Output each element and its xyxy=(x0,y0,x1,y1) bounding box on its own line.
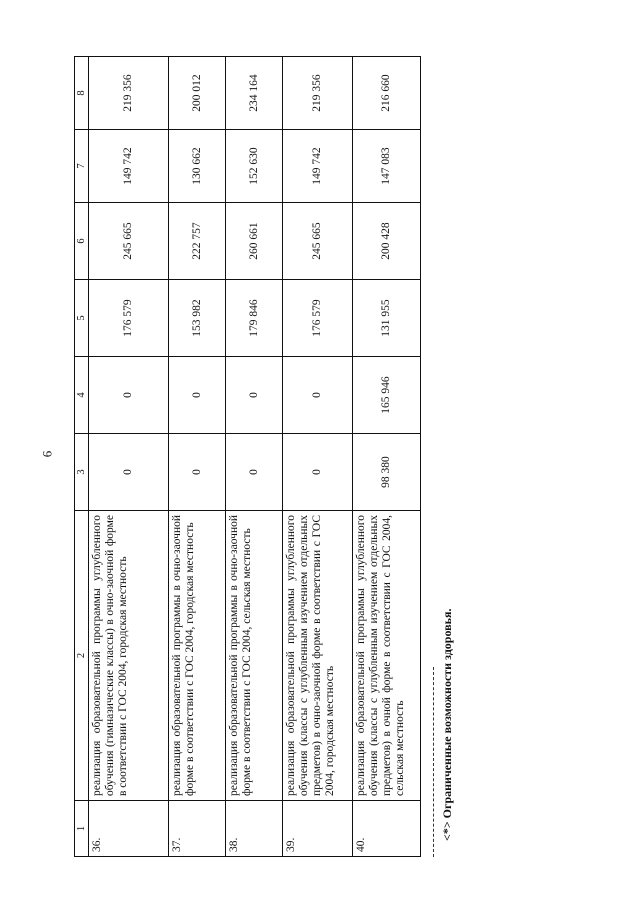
row-description: реализация образовательной программы в очно-заочной форме в соответствии с ГОС 2004, сельская местность xyxy=(226,511,283,801)
header-cell: 2 xyxy=(75,511,89,801)
header-cell: 6 xyxy=(75,203,89,280)
header-cell: 3 xyxy=(75,434,89,511)
table-row xyxy=(169,57,226,857)
page-number: 6 xyxy=(39,450,55,458)
value-cell: 234 164 xyxy=(226,57,283,130)
value-cell: 216 660 xyxy=(353,57,421,130)
value-cell: 149 742 xyxy=(283,130,353,203)
table-body xyxy=(75,57,421,857)
row-number: 36. xyxy=(89,801,169,857)
data-table xyxy=(74,56,421,857)
table-row xyxy=(283,57,353,857)
table-row xyxy=(353,57,421,857)
value-cell: 130 662 xyxy=(169,130,226,203)
row-number: 40. xyxy=(353,801,421,857)
value-cell: 200 012 xyxy=(169,57,226,130)
value-cell: 219 356 xyxy=(283,57,353,130)
row-number: 38. xyxy=(226,801,283,857)
value-cell: 165 946 xyxy=(353,357,421,434)
value-cell: 176 579 xyxy=(283,280,353,357)
value-cell: 149 742 xyxy=(89,130,169,203)
table-row xyxy=(89,57,169,857)
header-row xyxy=(75,57,89,857)
value-cell: 131 955 xyxy=(353,280,421,357)
value-cell: 260 661 xyxy=(226,203,283,280)
value-cell: 0 xyxy=(226,357,283,434)
value-cell: 0 xyxy=(169,357,226,434)
row-description: реализация образовательной программы углубленного обучения (гимназические классы) в очно-заочной форме в соответствии с ГОС 2004, городская местность xyxy=(89,511,169,801)
row-description: реализация образовательной программы углубленного обучения (классы с углубленным изучением отдельных предметов) в очной форме в соответствии с ГОС 2004, сельская местность xyxy=(353,511,421,801)
value-cell: 0 xyxy=(89,357,169,434)
value-cell: 176 579 xyxy=(89,280,169,357)
value-cell: 0 xyxy=(283,357,353,434)
value-cell: 153 982 xyxy=(169,280,226,357)
value-cell: 147 083 xyxy=(353,130,421,203)
header-cell: 8 xyxy=(75,57,89,130)
header-cell: 7 xyxy=(75,130,89,203)
footnote-separator xyxy=(433,667,434,857)
value-cell: 0 xyxy=(226,434,283,511)
value-cell: 245 665 xyxy=(89,203,169,280)
value-cell: 98 380 xyxy=(353,434,421,511)
rotated-content xyxy=(74,57,454,857)
value-cell: 179 846 xyxy=(226,280,283,357)
row-number: 37. xyxy=(169,801,226,857)
header-cell: 1 xyxy=(75,801,89,857)
value-cell: 200 428 xyxy=(353,203,421,280)
value-cell: 245 665 xyxy=(283,203,353,280)
header-cell: 5 xyxy=(75,280,89,357)
header-cell: 4 xyxy=(75,357,89,434)
value-cell: 222 757 xyxy=(169,203,226,280)
value-cell: 219 356 xyxy=(89,57,169,130)
value-cell: 152 630 xyxy=(226,130,283,203)
footnote: <*> Ограниченные возможности здоровья. xyxy=(440,608,454,841)
row-number: 39. xyxy=(283,801,353,857)
table-row xyxy=(226,57,283,857)
row-description: реализация образовательной программы в очно-заочной форме в соответствии с ГОС 2004, городская местность xyxy=(169,511,226,801)
value-cell: 0 xyxy=(89,434,169,511)
value-cell: 0 xyxy=(283,434,353,511)
value-cell: 0 xyxy=(169,434,226,511)
row-description: реализация образовательной программы углубленного обучения (классы с углубленным изучением отдельных предметов) в очно-заочной форме в соответствии с ГОС 2004, городская местность xyxy=(283,511,353,801)
